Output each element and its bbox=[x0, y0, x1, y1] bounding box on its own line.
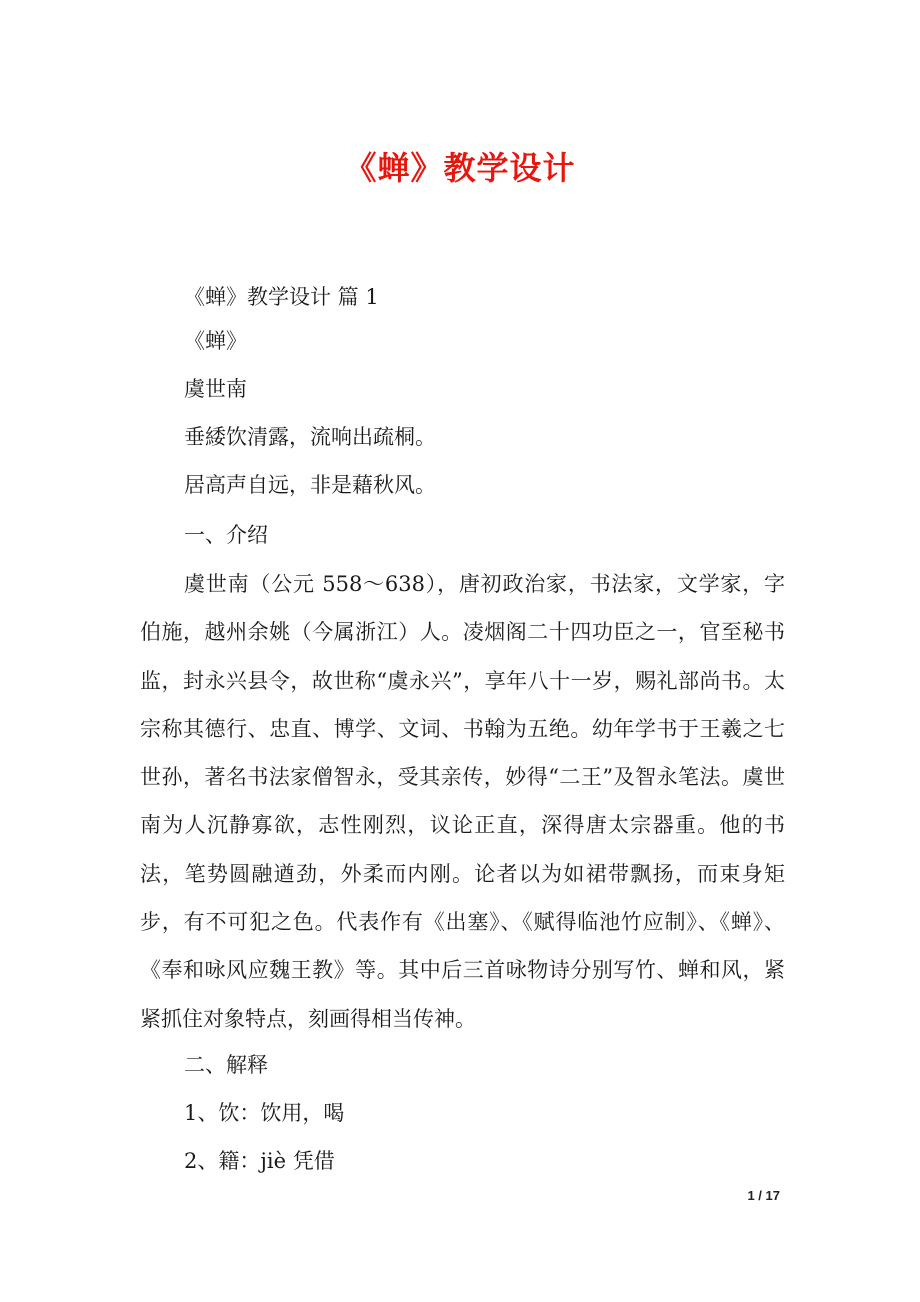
poem-title: 《蝉》 bbox=[184, 329, 247, 353]
document-title: 《蝉》教学设计 bbox=[344, 149, 576, 187]
article-heading: 《蝉》教学设计 篇 1 bbox=[184, 285, 379, 309]
poem-line-1: 垂緌饮清露，流响出疏桐。 bbox=[184, 425, 436, 449]
section-heading-explanation: 二、解释 bbox=[184, 1053, 268, 1077]
poem-line-2: 居高声自远，非是藉秋风。 bbox=[184, 473, 436, 497]
note-item: 2、籍：jiè 凭借 bbox=[184, 1149, 335, 1173]
section-heading-intro: 一、介绍 bbox=[184, 523, 268, 547]
page-number: 1 / 17 bbox=[747, 1188, 780, 1203]
poem-author: 虞世南 bbox=[184, 377, 247, 401]
note-item: 1、饮：饮用，喝 bbox=[184, 1101, 345, 1125]
intro-paragraph: 虞世南（公元 558～638），唐初政治家，书法家，文学家，字伯施，越州余姚（今属浙江）人。凌烟阁二十四功臣之一，官至秘书监，封永兴县令，故世称“虞永兴”，享年八十一岁，赐礼部尚书。太宗称其德行、忠直、博学、文词、书翰为五绝。幼年学书于王羲之七世孙，著名书法家僧智永，受其亲传，妙得“二王”及智永笔法。虞世南为人沉静寡欲，志性刚烈，议论正直，深得唐太宗器重。他的书法，笔势圆融遒劲，外柔而内刚。论者以为如裙带飘扬，而束身矩步，有不可犯之色。代表作有《出塞》、《赋得临池竹应制》、《蝉》、《奉和咏风应魏王教》等。其中后三首咏物诗分别写竹、蝉和风，紧紧抓住对象特点，刻画得相当传神。 bbox=[140, 572, 785, 1031]
